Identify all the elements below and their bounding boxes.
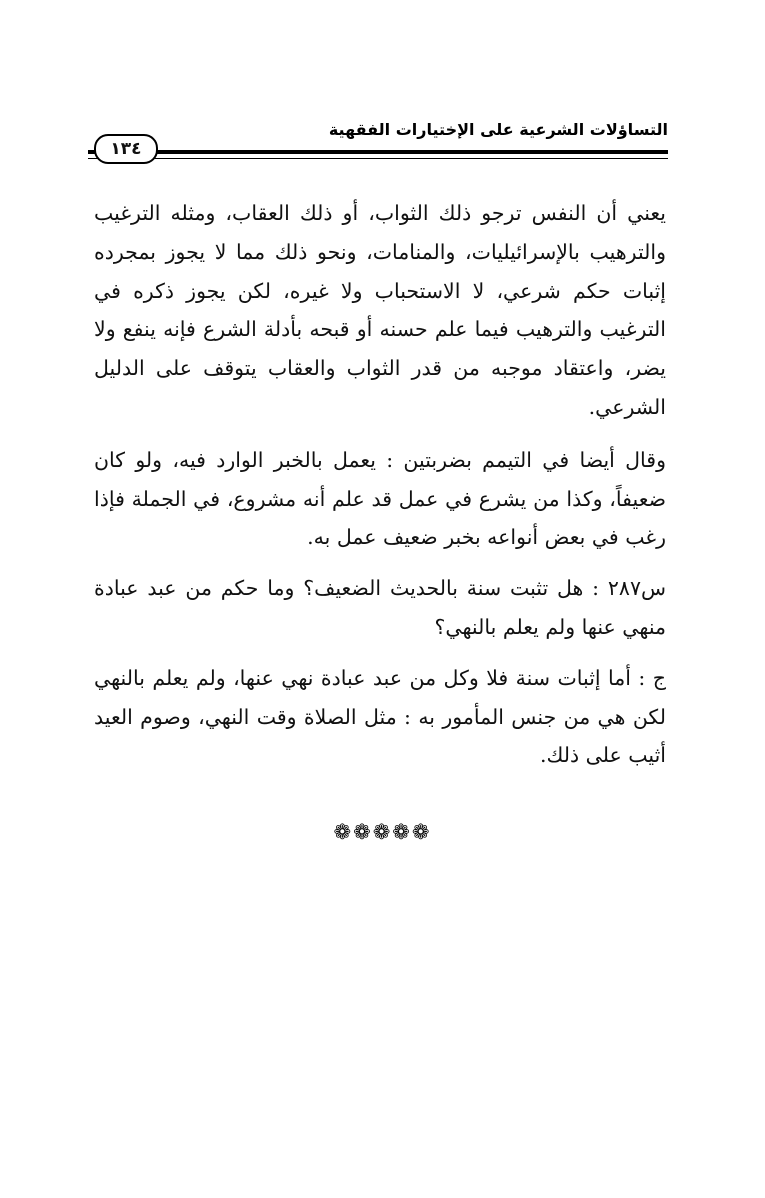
page-header <box>88 112 668 172</box>
running-title: التساؤلات الشرعية على الإختيارات الفقهية <box>328 120 668 139</box>
answer-287: ج : أما إثبات سنة فلا وكل من عبد عبادة نهي عنها، ولم يعلم بالنهي لكن هي من جنس المأمور به : مثل الصلاة وقت النهي، وصوم العيد أثيب على ذلك. <box>94 665 666 768</box>
page-number: ١٣٤ <box>94 134 158 164</box>
paragraph-2: وقال أيضا في التيمم بضربتين : يعمل بالخبر الوارد فيه، ولو كان ضعيفاً، وكذا من يشرع في عمل قد علم أنه مشروع، في الجملة فإذا رغب في بعض أنواعه بخبر ضعيف عمل به. <box>94 447 666 550</box>
question-287: س٢٨٧ : هل تثبت سنة بالحديث الضعيف؟ وما حكم من عبد عبادة منهي عنها ولم يعلم بالنهي؟ <box>94 576 666 639</box>
header-rule-thin <box>88 158 668 159</box>
paragraph-1: يعني أن النفس ترجو ذلك الثواب، أو ذلك العقاب، ومثله الترغيب والترهيب بالإسرائيليات، والمنامات، ونحو ذلك مما لا يجوز بمجرده إثبات حكم شرعي، لا الاستحباب ولا غيره، لكن يجوز ذكره في الترغيب والترهيب فيما علم حسنه أو قبحه بأدلة الشرع فإنه ينفع ولا يضر، واعتقاد موجبه من قدر الثواب والعقاب يتوقف على الدليل الشرعي. <box>94 201 666 419</box>
section-ornament: ❁❁❁❁❁ <box>333 820 432 844</box>
header-rule-thick <box>88 150 668 154</box>
page-body <box>94 194 666 787</box>
